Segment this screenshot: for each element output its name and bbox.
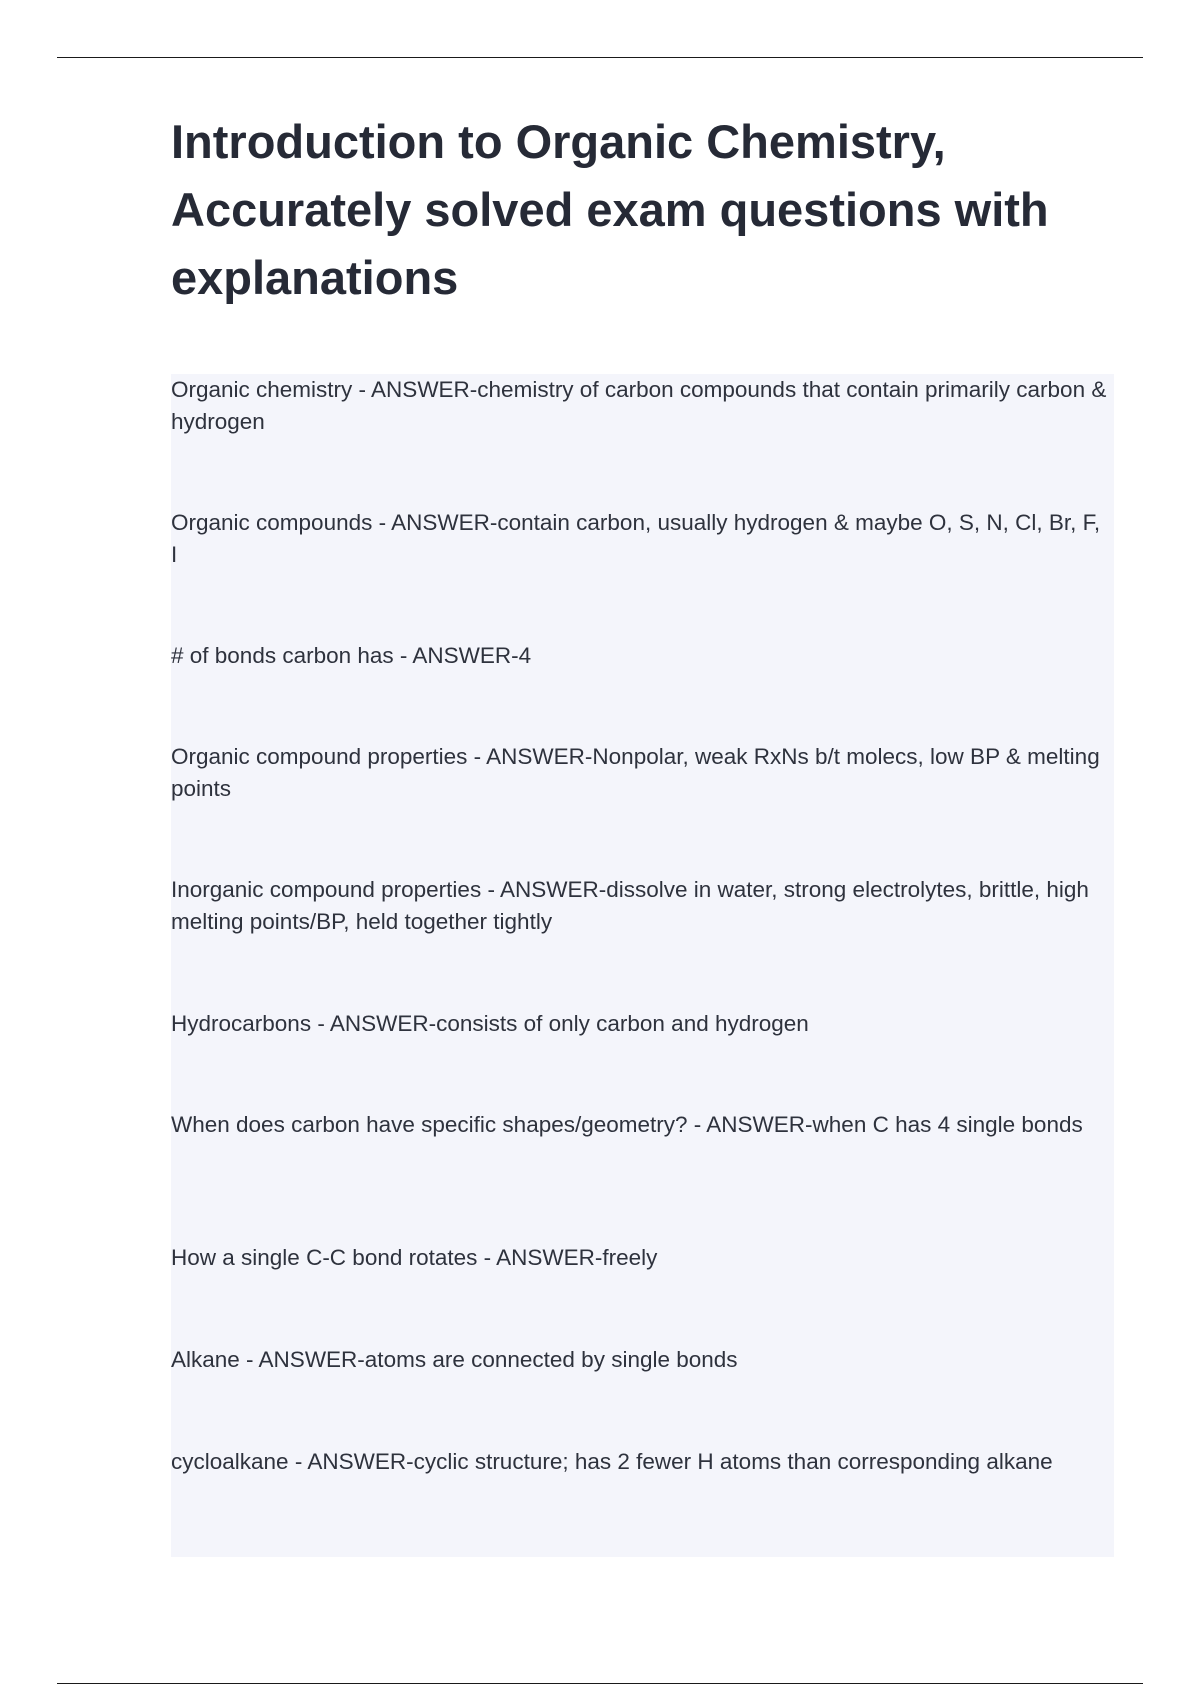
qa-list — [171, 374, 1114, 1557]
list-item: # of bonds carbon has - ANSWER-4 — [171, 643, 532, 668]
list-item: When does carbon have specific shapes/geometry? - ANSWER-when C has 4 single bonds — [171, 1112, 1083, 1137]
list-item: Alkane - ANSWER-atoms are connected by single bonds — [171, 1347, 738, 1372]
list-item: How a single C-C bond rotates - ANSWER-freely — [171, 1245, 658, 1270]
bottom-divider — [57, 1683, 1143, 1684]
list-item: Organic compound properties - ANSWER-Nonpolar, weak RxNs b/t molecs, low BP & melting points — [171, 744, 1100, 801]
list-item: Hydrocarbons - ANSWER-consists of only carbon and hydrogen — [171, 1011, 809, 1036]
list-item: Organic compounds - ANSWER-contain carbon, usually hydrogen & maybe O, S, N, Cl, Br, F, I — [171, 510, 1101, 567]
page-title: Introduction to Organic Chemistry, Accurately solved exam questions with explanations — [171, 115, 1049, 304]
list-item: Organic chemistry - ANSWER-chemistry of carbon compounds that contain primarily carbon & hydrogen — [171, 377, 1107, 434]
list-item: cycloalkane - ANSWER-cyclic structure; has 2 fewer H atoms than corresponding alkane — [171, 1449, 1053, 1474]
list-item: Inorganic compound properties - ANSWER-dissolve in water, strong electrolytes, brittle, high melting points/BP, held together tightly — [171, 877, 1089, 934]
top-divider — [57, 57, 1143, 58]
